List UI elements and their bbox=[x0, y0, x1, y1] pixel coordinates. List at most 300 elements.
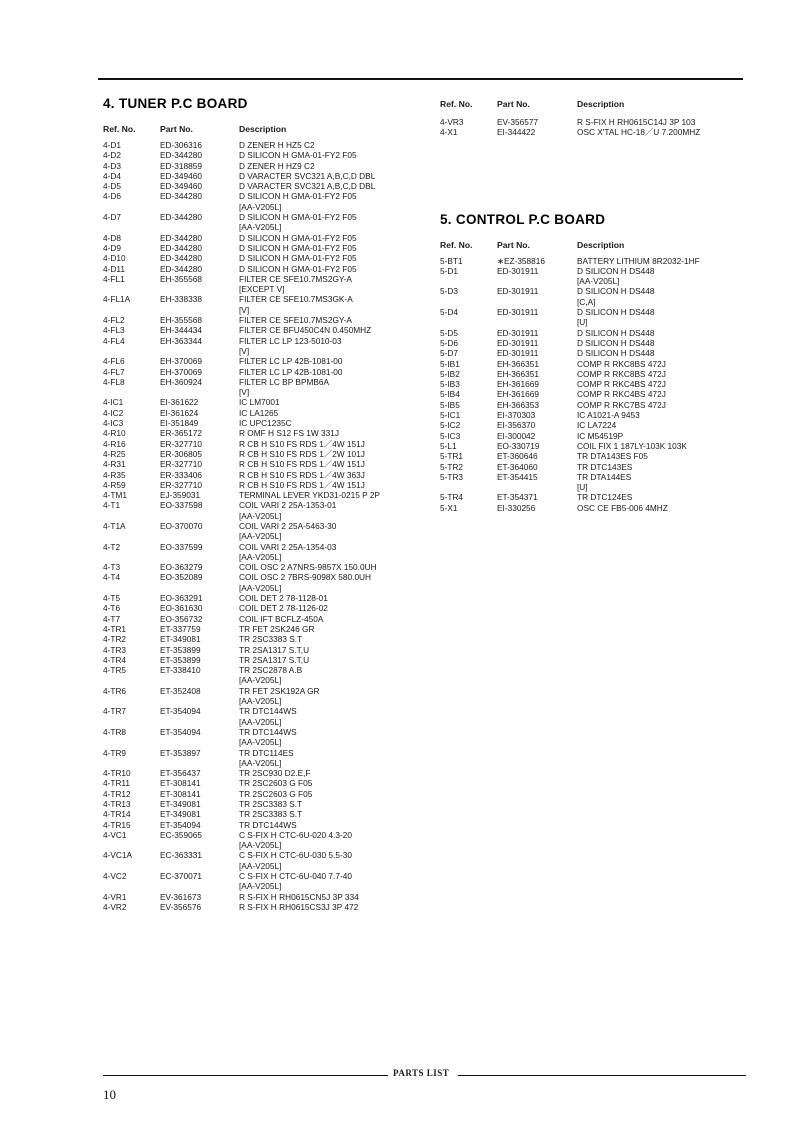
part-no: EV-361673 bbox=[160, 891, 202, 902]
ref-no: 5-D1 bbox=[440, 265, 458, 276]
part-no: ED-344280 bbox=[160, 191, 202, 202]
ref-no: 5-TR4 bbox=[440, 492, 464, 503]
description: R S-FIX H RH0615C14J 3P 103 bbox=[577, 117, 696, 127]
description: D SILICON H GMA-01-FY2 F05 bbox=[239, 232, 357, 243]
ref-no: 4-R31 bbox=[103, 459, 126, 470]
ref-header: Ref. No. bbox=[103, 124, 136, 134]
description: R CB H S10 FS RDS 1／4W 363J bbox=[239, 469, 365, 480]
table-row bbox=[440, 307, 740, 328]
table-row bbox=[103, 294, 413, 315]
part-no: ET-338410 bbox=[160, 665, 201, 676]
description: TR DTC114ES [AA-V205L] bbox=[239, 747, 294, 768]
ref-no: 5-TR1 bbox=[440, 451, 464, 462]
ref-no: 4-D7 bbox=[103, 212, 121, 223]
part-no: EH-370069 bbox=[160, 356, 202, 367]
description: D SILICON H DS448 [C,A] bbox=[577, 286, 655, 307]
table-row bbox=[440, 462, 740, 472]
table-row bbox=[103, 161, 413, 171]
ref-no: 5-TR3 bbox=[440, 471, 464, 482]
part-no: EI-344422 bbox=[497, 127, 536, 138]
description: R CB H S10 FS RDS 1／2W 101J bbox=[239, 448, 365, 459]
description: FILTER CE SFE10.7MS2GY-A bbox=[239, 315, 352, 326]
description: D SILICON H DS448 [U] bbox=[577, 307, 655, 328]
description: FILTER LC LP 42B-1081-00 bbox=[239, 356, 343, 367]
top-rule bbox=[98, 78, 743, 80]
ref-no: 4-TR7 bbox=[103, 706, 127, 717]
description: C S-FIX H CTC-6U-030 5.5-30 [AA-V205L] bbox=[239, 850, 352, 871]
description: TR DTC143ES bbox=[577, 461, 633, 472]
part-no: EO-370070 bbox=[160, 520, 203, 531]
part-no: ED-301911 bbox=[497, 265, 539, 276]
ref-no: 4-X1 bbox=[440, 127, 458, 138]
part-no: EH-366351 bbox=[497, 368, 539, 379]
table-row bbox=[103, 562, 413, 572]
ref-no: 5-IC1 bbox=[440, 410, 461, 421]
description: D SILICON H DS448 bbox=[577, 337, 655, 348]
ref-no: 4-D2 bbox=[103, 150, 121, 161]
ref-no: 4-TM1 bbox=[103, 490, 127, 501]
table-row bbox=[103, 727, 413, 748]
part-no: ET-354415 bbox=[497, 471, 538, 482]
table-row bbox=[103, 150, 413, 160]
ref-no: 4-T6 bbox=[103, 603, 121, 614]
ref-no: 4-D4 bbox=[103, 170, 121, 181]
ref-no: 4-D1 bbox=[103, 140, 121, 150]
part-no: EI-370303 bbox=[497, 410, 536, 421]
description: TR DTC144WS [AA-V205L] bbox=[239, 706, 297, 727]
table-row bbox=[440, 348, 740, 358]
part-no: ER-306805 bbox=[160, 448, 202, 459]
part-no: ED-306316 bbox=[160, 140, 202, 150]
ref-no: 4-TR13 bbox=[103, 799, 131, 809]
description: TR 2SC2603 G F05 bbox=[239, 778, 313, 789]
table-row bbox=[103, 706, 413, 727]
table-row bbox=[103, 315, 413, 325]
ref-no: 4-FL2 bbox=[103, 315, 125, 326]
part-no: ED-301911 bbox=[497, 307, 539, 318]
ref-no: 5-TR2 bbox=[440, 461, 464, 472]
desc-header: Description bbox=[577, 99, 625, 109]
table-row bbox=[103, 603, 413, 613]
description: FILTER LC LP 42B-1081-00 bbox=[239, 366, 343, 377]
description: TERMINAL LEVER YKD31-0215 P 2P bbox=[239, 490, 380, 501]
ref-no: 4-IC3 bbox=[103, 418, 124, 429]
table-row bbox=[103, 789, 413, 799]
ref-no: 4-TR9 bbox=[103, 747, 127, 758]
ref-no: 5-L1 bbox=[440, 440, 457, 451]
part-no: ET-308141 bbox=[160, 778, 201, 789]
part-no: ED-301911 bbox=[497, 327, 539, 338]
table-row bbox=[103, 439, 413, 449]
table-row bbox=[103, 336, 413, 357]
table-row bbox=[103, 459, 413, 469]
table-row bbox=[440, 117, 740, 127]
description: R S-FIX H RH0615CS3J 3P 472 bbox=[239, 901, 359, 912]
table-row bbox=[103, 778, 413, 788]
table-row bbox=[103, 191, 413, 212]
description: TR DTA143ES F05 bbox=[577, 451, 648, 462]
tuner-cont-parts-table bbox=[440, 117, 740, 138]
description: COMP R RKC8BS 472J bbox=[577, 358, 666, 369]
description: IC M54519P bbox=[577, 430, 624, 441]
part-no: ED-344280 bbox=[160, 150, 202, 161]
part-no: EH-366351 bbox=[497, 358, 539, 369]
description: TR FET 2SK192A GR [AA-V205L] bbox=[239, 685, 320, 707]
description: IC UPC1235C bbox=[239, 418, 292, 429]
ref-no: 4-T1A bbox=[103, 520, 126, 531]
description: COIL DET 2 78-1128-01 bbox=[239, 593, 328, 604]
ref-no: 5-IB2 bbox=[440, 368, 460, 379]
part-no: EI-361622 bbox=[160, 397, 199, 408]
description: TR 2SC3383 S.T bbox=[239, 799, 303, 809]
description: D SILICON H GMA-01-FY2 F05 bbox=[239, 242, 357, 253]
ref-no: 4-R10 bbox=[103, 428, 126, 439]
ref-header: Ref. No. bbox=[440, 99, 473, 109]
description: D SILICON H GMA-01-FY2 F05 [AA-V205L] bbox=[239, 191, 357, 212]
description: TR 2SC3383 S.T bbox=[239, 809, 303, 820]
ref-no: 4-TR5 bbox=[103, 665, 127, 676]
table-row bbox=[103, 140, 413, 150]
part-no: ET-337759 bbox=[160, 623, 201, 634]
part-no: ET-353899 bbox=[160, 644, 201, 655]
description: BATTERY LITHIUM 8R2032-1HF bbox=[577, 255, 700, 266]
table-row bbox=[440, 359, 740, 369]
ref-no: 4-FL1A bbox=[103, 294, 131, 305]
part-no: ED-344280 bbox=[160, 263, 202, 274]
table-row bbox=[103, 830, 413, 851]
description: D SILICON H GMA-01-FY2 F05 bbox=[239, 253, 357, 264]
description: OSC X'TAL HC-18／U 7.200MHZ bbox=[577, 127, 701, 138]
control-table-header bbox=[440, 240, 740, 254]
description: R CB H S10 FS RDS 1／4W 151J bbox=[239, 438, 365, 449]
table-row bbox=[103, 655, 413, 665]
description: IC LM7001 bbox=[239, 397, 280, 408]
table-row bbox=[103, 624, 413, 634]
ref-no: 4-TR10 bbox=[103, 768, 131, 779]
ref-no: 4-FL3 bbox=[103, 325, 125, 336]
description: COMP R RKC8BS 472J bbox=[577, 368, 666, 379]
description: TR DTC124ES bbox=[577, 492, 633, 503]
part-no: ET-364060 bbox=[497, 461, 538, 472]
table-row bbox=[440, 328, 740, 338]
part-no: EI-300042 bbox=[497, 430, 536, 441]
table-row bbox=[440, 451, 740, 461]
table-row bbox=[103, 480, 413, 490]
table-row bbox=[103, 253, 413, 263]
ref-no: 5-BT1 bbox=[440, 255, 463, 266]
table-row bbox=[103, 408, 413, 418]
part-header: Part No. bbox=[160, 124, 193, 134]
ref-no: 4-TR12 bbox=[103, 788, 131, 799]
table-row bbox=[103, 449, 413, 459]
ref-no: 5-X1 bbox=[440, 502, 458, 513]
ref-no: 4-T4 bbox=[103, 572, 121, 583]
ref-no: 5-D6 bbox=[440, 337, 458, 348]
desc-header: Description bbox=[239, 124, 287, 134]
ref-no: 4-T1 bbox=[103, 500, 121, 511]
table-row bbox=[103, 243, 413, 253]
ref-no: 4-FL6 bbox=[103, 356, 125, 367]
ref-no: 5-IB3 bbox=[440, 379, 460, 390]
ref-no: 4-T2 bbox=[103, 541, 121, 552]
table-row bbox=[103, 593, 413, 603]
part-no: EC-370071 bbox=[160, 871, 202, 882]
tuner-cont-table-header bbox=[440, 99, 740, 113]
table-row bbox=[440, 127, 740, 137]
ref-no: 4-D9 bbox=[103, 242, 121, 253]
ref-no: 4-VC2 bbox=[103, 871, 127, 882]
ref-no: 4-D8 bbox=[103, 232, 121, 243]
footer-rule-left bbox=[103, 1075, 388, 1076]
table-row bbox=[103, 871, 413, 892]
table-row bbox=[103, 809, 413, 819]
ref-no: 5-IC3 bbox=[440, 430, 461, 441]
table-row bbox=[103, 367, 413, 377]
ref-no: 4-TR3 bbox=[103, 644, 127, 655]
control-section-title: 5. CONTROL P.C BOARD bbox=[440, 211, 606, 227]
table-row bbox=[103, 892, 413, 902]
description: R CB H S10 FS RDS 1／4W 151J bbox=[239, 479, 365, 490]
table-row bbox=[440, 472, 740, 493]
table-row bbox=[440, 389, 740, 399]
part-no: EO-330719 bbox=[497, 440, 540, 451]
ref-no: 4-VC1 bbox=[103, 829, 127, 840]
desc-header: Description bbox=[577, 239, 625, 250]
table-row bbox=[103, 645, 413, 655]
ref-no: 5-IB5 bbox=[440, 399, 460, 410]
tuner-section-title: 4. TUNER P.C BOARD bbox=[103, 96, 248, 111]
description: D ZENER H HZ5 C2 bbox=[239, 140, 315, 150]
description: TR 2SC2603 G F05 bbox=[239, 788, 313, 799]
part-no: ET-354371 bbox=[497, 492, 538, 503]
part-no: EC-359065 bbox=[160, 829, 202, 840]
ref-no: 4-D11 bbox=[103, 263, 125, 274]
description: TR 2SC2878 A.B [AA-V205L] bbox=[239, 665, 303, 686]
ref-no: 4-IC1 bbox=[103, 397, 124, 408]
part-no: ET-354094 bbox=[160, 819, 201, 830]
part-no: ET-349081 bbox=[160, 809, 201, 820]
ref-no: 4-VR1 bbox=[103, 891, 127, 902]
part-no: ED-301911 bbox=[497, 337, 539, 348]
part-no: EO-356732 bbox=[160, 613, 203, 624]
part-no: EH-361669 bbox=[497, 389, 539, 400]
table-row bbox=[440, 420, 740, 430]
part-no: ET-353899 bbox=[160, 654, 201, 665]
description: FILTER CE SFE10.7MS3GK-A [V] bbox=[239, 294, 353, 315]
table-row bbox=[103, 397, 413, 407]
description: D ZENER H HZ9 C2 bbox=[239, 160, 315, 171]
ref-no: 4-TR8 bbox=[103, 726, 127, 737]
description: COIL VARI 2 25A-5463-30 [AA-V205L] bbox=[239, 520, 337, 542]
part-no: ET-356437 bbox=[160, 768, 201, 779]
table-row bbox=[103, 418, 413, 428]
part-no: EO-337599 bbox=[160, 541, 203, 552]
ref-no: 4-FL7 bbox=[103, 366, 125, 377]
description: FILTER LC BP BPMB6A [V] bbox=[239, 376, 330, 398]
description: COMP R RKC7BS 472J bbox=[577, 399, 666, 410]
description: IC LA1265 bbox=[239, 407, 279, 418]
table-row bbox=[103, 542, 413, 563]
description: TR DTC144WS [AA-V205L] bbox=[239, 726, 297, 748]
ref-no: 4-R16 bbox=[103, 438, 126, 449]
description: COMP R RKC4BS 472J bbox=[577, 379, 666, 390]
ref-no: 4-T7 bbox=[103, 613, 121, 624]
table-row bbox=[103, 233, 413, 243]
table-row bbox=[440, 369, 740, 379]
table-row bbox=[103, 521, 413, 542]
table-row bbox=[103, 799, 413, 809]
ref-no: 4-T3 bbox=[103, 562, 121, 573]
part-no: ED-301911 bbox=[497, 286, 539, 297]
table-row bbox=[103, 902, 413, 912]
ref-no: 4-R25 bbox=[103, 448, 126, 459]
part-no: ER-365172 bbox=[160, 428, 202, 439]
description: FILTER LC LP 123-5010-03 [V] bbox=[239, 335, 342, 356]
part-no: ∗EZ-358816 bbox=[497, 255, 546, 266]
ref-no: 4-IC2 bbox=[103, 407, 124, 418]
table-row bbox=[103, 748, 413, 769]
description: COIL VARI 2 25A-1354-03 [AA-V205L] bbox=[239, 541, 337, 562]
table-row bbox=[103, 634, 413, 644]
ref-no: 4-FL4 bbox=[103, 335, 125, 346]
table-row bbox=[440, 492, 740, 502]
ref-no: 4-VC1A bbox=[103, 850, 133, 861]
footer-rule-right bbox=[458, 1075, 746, 1076]
ref-header: Ref. No. bbox=[440, 239, 473, 250]
table-row bbox=[103, 428, 413, 438]
part-no: EH-344434 bbox=[160, 325, 202, 336]
part-no: ER-327710 bbox=[160, 459, 202, 470]
part-no: ET-352408 bbox=[160, 685, 201, 696]
description: R OMF H S12 FS 1W 331J bbox=[239, 428, 340, 439]
part-no: EH-370069 bbox=[160, 366, 202, 377]
ref-no: 4-FL1 bbox=[103, 273, 125, 284]
part-no: EH-360924 bbox=[160, 376, 202, 387]
description: D SILICON H DS448 [AA-V205L] bbox=[577, 265, 655, 287]
ref-no: 4-TR11 bbox=[103, 778, 131, 789]
part-no: EO-361630 bbox=[160, 603, 203, 614]
ref-no: 5-D7 bbox=[440, 348, 458, 359]
ref-no: 5-IB1 bbox=[440, 358, 460, 369]
part-no: ED-349460 bbox=[160, 170, 202, 181]
part-no: EJ-359031 bbox=[160, 490, 201, 501]
description: TR 2SA1317 S.T,U bbox=[239, 644, 310, 655]
table-row bbox=[103, 171, 413, 181]
part-no: EH-355568 bbox=[160, 315, 202, 326]
part-header: Part No. bbox=[497, 239, 530, 250]
part-no: ED-344280 bbox=[160, 232, 202, 243]
description: COIL VARI 2 25A-1353-01 [AA-V205L] bbox=[239, 500, 337, 521]
table-row bbox=[440, 400, 740, 410]
part-no: ER-327710 bbox=[160, 479, 202, 490]
part-no: EI-356370 bbox=[497, 420, 536, 431]
ref-no: 5-D5 bbox=[440, 327, 458, 338]
part-no: EO-363279 bbox=[160, 562, 203, 573]
description: R CB H S10 FS RDS 1／4W 151J bbox=[239, 459, 365, 470]
description: COIL FIX 1 187LY-103K 103K bbox=[577, 440, 687, 451]
description: D SILICON H DS448 bbox=[577, 348, 655, 359]
table-row bbox=[103, 356, 413, 366]
table-row bbox=[103, 325, 413, 335]
description: TR 2SC3383 S.T bbox=[239, 634, 303, 645]
part-no: EV-356576 bbox=[160, 901, 202, 912]
description: OSC CE FB5-006 4MHZ bbox=[577, 502, 668, 513]
part-no: EO-337598 bbox=[160, 500, 203, 511]
ref-no: 4-TR2 bbox=[103, 634, 127, 645]
part-no: ET-349081 bbox=[160, 634, 201, 645]
ref-no: 4-D6 bbox=[103, 191, 121, 202]
ref-no: 4-VR3 bbox=[440, 117, 464, 127]
description: R S-FIX H RH0615CN5J 3P 334 bbox=[239, 891, 359, 902]
ref-no: 4-D10 bbox=[103, 253, 126, 264]
ref-no: 4-VR2 bbox=[103, 901, 127, 912]
part-no: EH-355568 bbox=[160, 273, 202, 284]
footer-label: PARTS LIST bbox=[393, 1068, 450, 1078]
ref-no: 4-TR15 bbox=[103, 819, 131, 830]
ref-no: 5-IB4 bbox=[440, 389, 460, 400]
ref-no: 5-D4 bbox=[440, 307, 458, 318]
table-row bbox=[440, 286, 740, 307]
description: C S-FIX H CTC-6U-040 7.7-40 [AA-V205L] bbox=[239, 871, 352, 892]
part-no: ED-318859 bbox=[160, 160, 202, 171]
table-row bbox=[103, 181, 413, 191]
ref-no: 4-D3 bbox=[103, 160, 121, 171]
description: D SILICON H GMA-01-FY2 F05 bbox=[239, 263, 357, 274]
part-no: EC-363331 bbox=[160, 850, 202, 861]
description: TR 2SC930 D2.E,F bbox=[239, 768, 311, 779]
part-no: ED-301911 bbox=[497, 348, 539, 359]
part-no: EI-361624 bbox=[160, 407, 199, 418]
description: IC LA7224 bbox=[577, 420, 617, 431]
description: FILTER CE BFU450C4N 0.450MHZ bbox=[239, 325, 372, 336]
part-no: EO-363291 bbox=[160, 593, 203, 604]
table-row bbox=[103, 850, 413, 871]
description: IC A1021-A 9453 bbox=[577, 410, 640, 421]
control-parts-table bbox=[440, 256, 740, 513]
part-no: ET-354094 bbox=[160, 726, 201, 737]
table-row bbox=[103, 264, 413, 274]
table-row bbox=[103, 500, 413, 521]
ref-no: 4-TR1 bbox=[103, 623, 127, 634]
table-row bbox=[440, 431, 740, 441]
ref-no: 4-TR6 bbox=[103, 685, 127, 696]
part-no: ED-344280 bbox=[160, 253, 202, 264]
description: D SILICON H GMA-01-FY2 F05 [AA-V205L] bbox=[239, 212, 357, 233]
part-no: EI-330256 bbox=[497, 502, 536, 513]
table-row bbox=[103, 377, 413, 398]
part-no: EH-363344 bbox=[160, 335, 202, 346]
tuner-table-header bbox=[103, 124, 413, 138]
description: D VARACTER SVC321 A,B,C,D DBL bbox=[239, 170, 376, 181]
tuner-parts-table bbox=[103, 140, 413, 912]
table-row bbox=[440, 379, 740, 389]
ref-no: 4-TR4 bbox=[103, 654, 127, 665]
part-no: EH-338338 bbox=[160, 294, 202, 305]
table-row bbox=[440, 441, 740, 451]
ref-no: 4-R35 bbox=[103, 469, 126, 480]
description: TR 2SA1317 S.T,U bbox=[239, 654, 310, 665]
description: D SILICON H GMA-01-FY2 F05 bbox=[239, 150, 357, 161]
part-no: ED-344280 bbox=[160, 212, 202, 223]
table-row bbox=[103, 614, 413, 624]
left-column bbox=[103, 96, 413, 912]
description: C S-FIX H CTC-6U-020 4.3-20 [AA-V205L] bbox=[239, 829, 352, 851]
part-no: ET-308141 bbox=[160, 788, 201, 799]
part-no: ER-333406 bbox=[160, 469, 202, 480]
part-no: ET-354094 bbox=[160, 706, 201, 717]
part-header: Part No. bbox=[497, 99, 530, 109]
part-no: ET-349081 bbox=[160, 799, 201, 809]
